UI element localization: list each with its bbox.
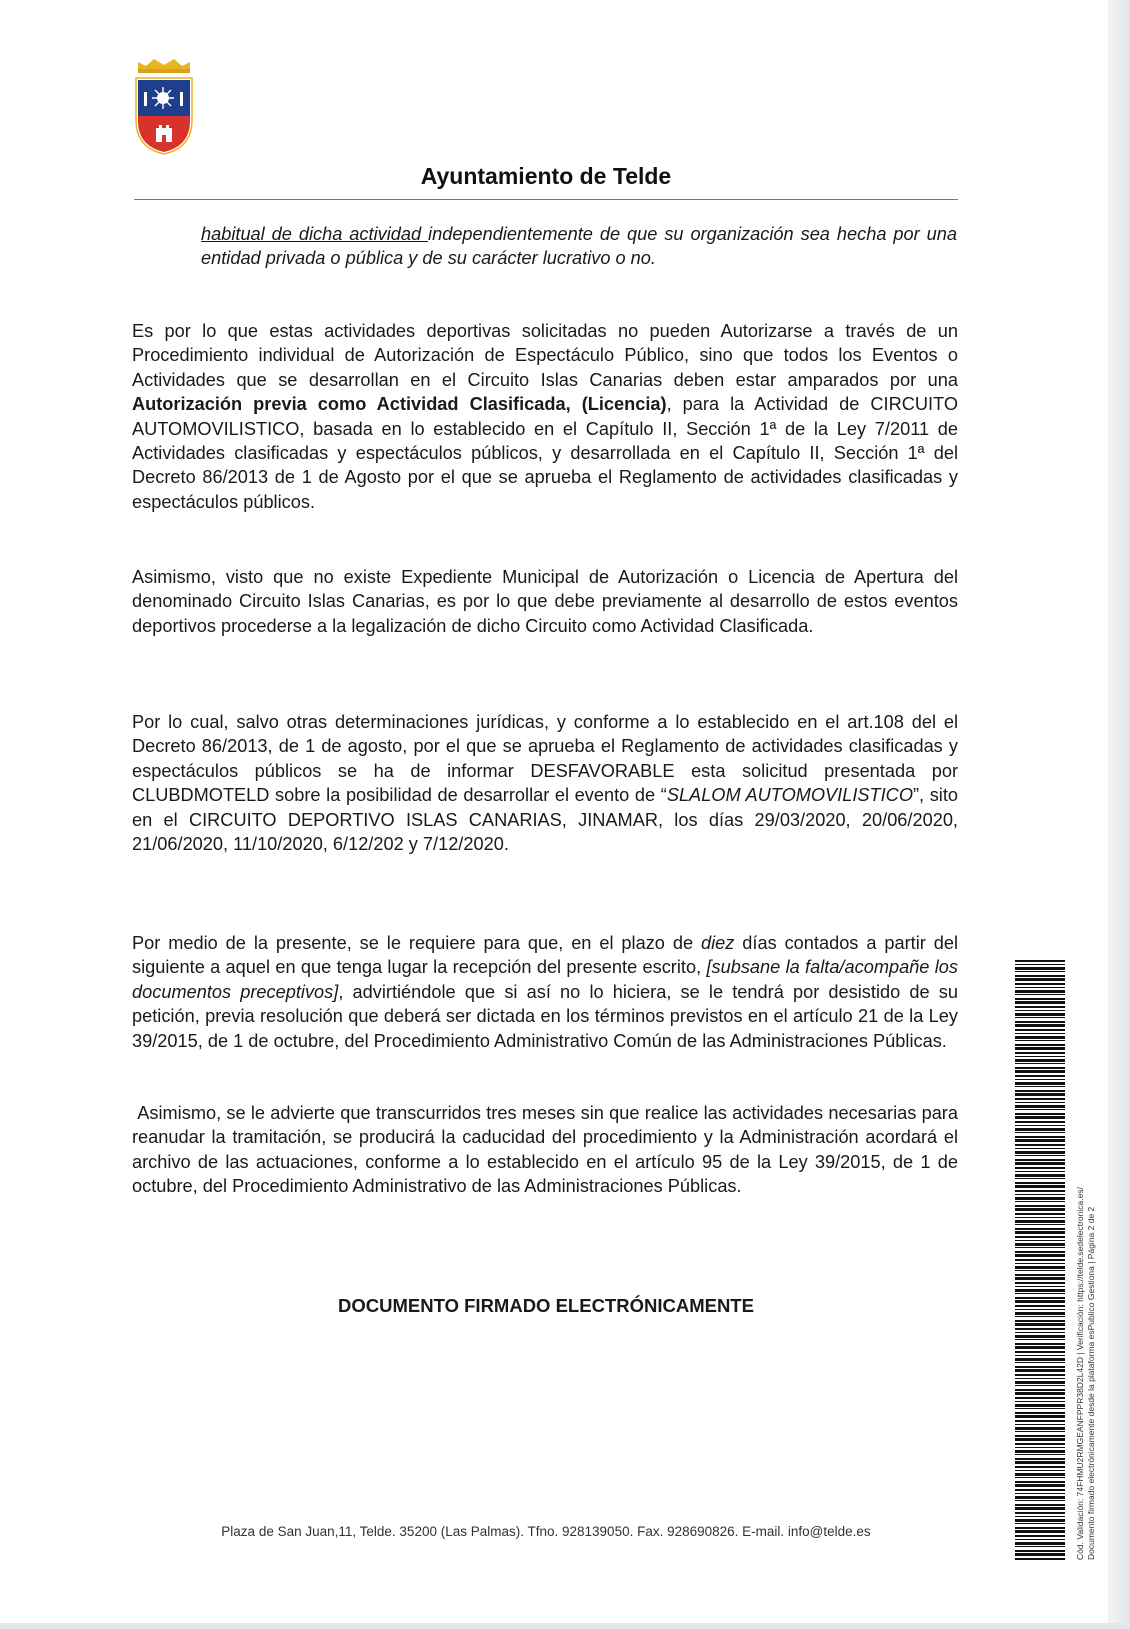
page-title: Ayuntamiento de Telde (420, 163, 672, 189)
italic-phrase: [subsane la falta/acompañe los documentos preceptivos] (132, 957, 958, 1002)
paragraph-text: ”, sito en el CIRCUITO DEPORTIVO ISLAS CANARIAS, JINAMAR, los días 29/03/2020, 20/06/2020, 21/06/2020, 11/10/2020, 6/12/202 y 7/12/2020. (132, 785, 958, 855)
coat-of-arms-icon (132, 56, 196, 156)
page-bottom-edge (0, 1623, 1130, 1629)
italic-phrase: diez (700, 933, 735, 953)
paragraph-text: , para la Actividad de CIRCUITO AUTOMOVILISTICO, basada en lo establecido en el Capítulo II, Sección 1ª de la Ley 7/2011 de Actividades clasificadas y espectáculos públicos, y desarrollada en el Capítulo II, Sección 1ª del Decreto 86/2013 de 1 de Agosto por el que se aprueba el Reglamento de actividades clasificadas y espectáculos públicos. (132, 394, 958, 512)
paragraph-caducidad: Asimismo, se le advierte que transcurridos tres meses sin que realice las actividades necesarias para reanudar la tramitación, se producirá la caducidad del procedimiento y la Administración acordará el archivo de las actuaciones, conforme a lo establecido en el artículo 95 de la Ley 39/2015, de 1 de octubre, del Procedimiento Administrativo de las Administraciones Públicas. (132, 1103, 964, 1197)
paragraph-text: Por lo cual, salvo otras determinaciones jurídicas, y conforme a lo establecido en el art.108 del el Decreto 86/2013, de 1 de agosto, por el que se aprueba el Reglamento de actividades clasificadas y espectáculos públicos se ha de informar DESFAVORABLE esta solicitud presentada por CLUBDMOTELD sobre la posibilidad de desarrollar el evento de “ (132, 712, 958, 806)
page-right-edge (1108, 0, 1130, 1629)
signature-platform-line: Documento firmado electrónicamente desde la plataforma esPublico Gestiona | Página 2 de 2 (1086, 1206, 1096, 1560)
bold-phrase: Autorización previa como Actividad Clasificada, (Licencia) (132, 394, 667, 415)
paragraph-text: días contados a partir del siguiente a aquel en que tenga lugar la recepción del presente escrito, (132, 933, 958, 978)
paragraph-continuation (201, 222, 957, 271)
paragraph-text: independientemente de que su organización sea hecha por una entidad privada o pública y de su carácter lucrativo o no. (201, 224, 957, 269)
paragraph-text: Es por lo que estas actividades deportivas solicitadas no pueden Autorizarse a través de un Procedimiento individual de Autorización de Espectáculo Público, sino que todos los Eventos o Actividades que se desarrollan en el Circuito Islas Canarias deben estar amparados por una (132, 321, 958, 390)
paragraph-text: Por medio de la presente, se le requiere para que, en el plazo de (132, 933, 701, 953)
paragraph-text: , advirtiéndole que si así no lo hiciera, se le tendrá por desistido de su petición, previa resolución que deberá ser dictada en los términos previstos en el artículo 21 de la Ley 39/2015, de 1 de octubre, del Procedimiento Administrativo Común de las Administraciones Públicas. (132, 981, 958, 1051)
paragraph-requerimiento (132, 931, 958, 1053)
validation-text (1075, 1187, 1097, 1560)
validation-line: Cód. Validación: 74FHMU2RMGEANFPPR38D2L42D | Verificación: https://telde.sedelectronica.es/ (1075, 1187, 1085, 1560)
barcode (1015, 960, 1065, 1562)
paragraph-desfavorable (132, 710, 958, 856)
underlined-phrase: habitual de dicha actividad (201, 224, 429, 244)
event-name: SLALOM AUTOMOVILISTICO (666, 785, 913, 806)
signature-notice: DOCUMENTO FIRMADO ELECTRÓNICAMENTE (338, 1295, 754, 1316)
paragraph-clasificada (132, 319, 958, 514)
header-divider (134, 199, 958, 200)
footer-address: Plaza de San Juan,11, Telde. 35200 (Las Palmas). Tfno. 928139050. Fax. 928690826. E-mail. info@telde.es (221, 1524, 871, 1539)
paragraph-expediente: Asimismo, visto que no existe Expediente Municipal de Autorización o Licencia de Apertura del denominado Circuito Islas Canarias, es por lo que debe previamente al desarrollo de estos eventos deportivos procederse a la legalización de dicho Circuito como Actividad Clasificada. (132, 567, 958, 636)
